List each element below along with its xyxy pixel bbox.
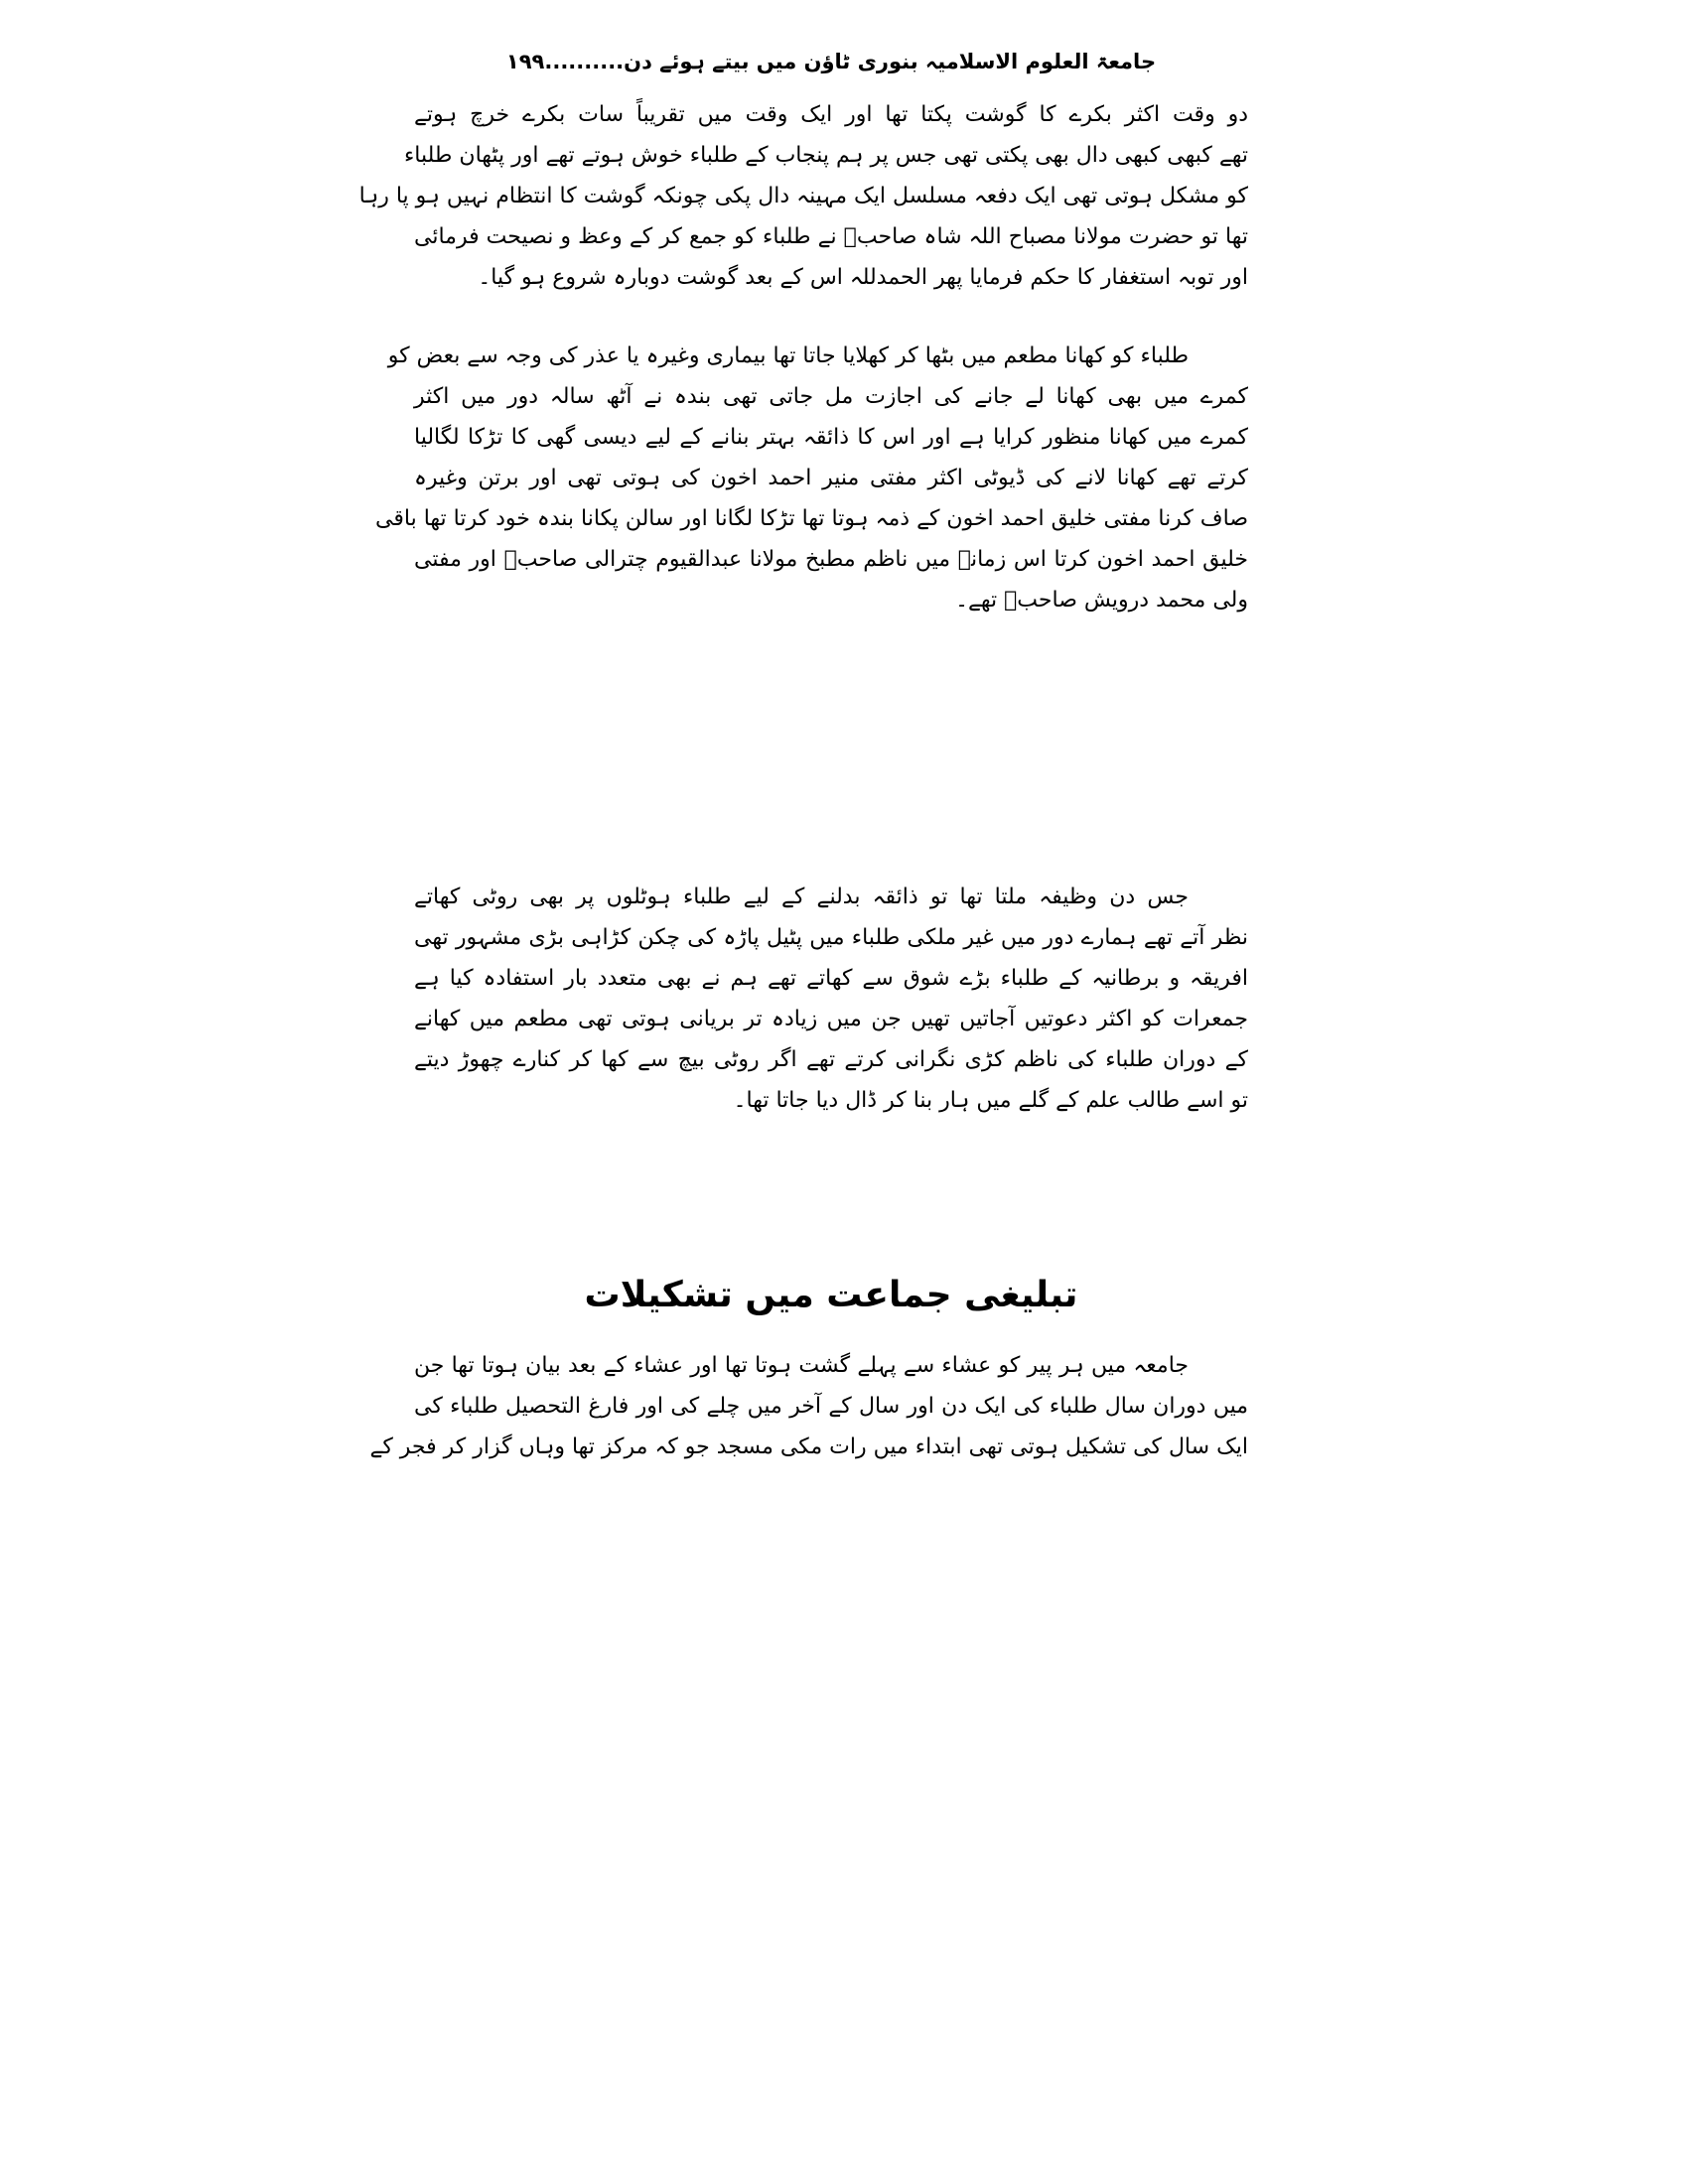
text-line: کو مشکل ہوتی تھی ایک دفعہ مسلسل ایک مہینہ دال پکی چونکہ گوشت کا انتظام نہیں ہو پا رہا (358, 184, 1248, 208)
text-line: ولی محمد درویش صاحبؒ تھے۔ (955, 588, 1248, 613)
text-line: میں دوران سال طلباء کی ایک دن اور سال کے آخر میں چلے کی اور فارغ التحصیل طلباء کی (414, 1394, 1248, 1419)
running-title: جامعۃ العلوم الاسلامیہ بنوری ٹاؤن میں بیتے ہوئے دن (624, 50, 1157, 73)
text-line: جامعہ میں ہر پیر کو عشاء سے پہلے گشت ہوتا تھا اور عشاء کے بعد بیان ہوتا تھا جن (414, 1353, 1189, 1378)
text-line: تھے کبھی کبھی دال بھی پکتی تھی جس پر ہم پنجاب کے طلباء خوش ہوتے تھے اور پٹھان طلباء (403, 143, 1248, 168)
text-line: دو وقت اکثر بکرے کا گوشت پکتا تھا اور ایک وقت میں تقریباً سات بکرے خرچ ہوتے (414, 102, 1248, 127)
page-number: ۱۹۹ (505, 50, 545, 73)
text-line: کمرے میں بھی کھانا لے جانے کی اجازت مل جاتی تھی بندہ نے آٹھ سالہ دور میں اکثر (414, 384, 1248, 409)
text-line: کمرے میں کھانا منظور کرایا ہے اور اس کا ذائقہ بہتر بنانے کے لیے دیسی گھی کا تڑکا لگالیا (414, 425, 1248, 450)
header-dots: .......... (544, 50, 625, 73)
text-line: نظر آتے تھے ہمارے دور میں غیر ملکی طلباء میں پٹیل پاڑہ کی چکن کڑاہی بڑی مشہور تھی (414, 925, 1248, 950)
text-line: تھا تو حضرت مولانا مصباح اللہ شاہ صاحبؒ نے طلباء کو جمع کر کے وعظ و نصیحت فرمائی (414, 224, 1248, 249)
text-line: صاف کرنا مفتی خلیق احمد اخون کے ذمہ ہوتا تھا تڑکا لگانا اور سالن پکانا بندہ خود کرتا تھا باقی (375, 506, 1248, 531)
text-line: جس دن وظیفہ ملتا تھا تو ذائقہ بدلنے کے لیے طلباء ہوٹلوں پر بھی روٹی کھاتے (414, 885, 1189, 909)
text-line: خلیق احمد اخون کرتا اس زمانے میں ناظم مطبخ مولانا عبدالقیوم چترالی صاحبؒ اور مفتی (414, 547, 1248, 572)
running-header (414, 50, 1248, 73)
section-heading: تبلیغی جماعت میں تشکیلات (584, 1275, 1078, 1315)
paragraph-2 (375, 336, 1248, 620)
text-line: تو اسے طالب علم کے گلے میں ہار بنا کر ڈال دیا جاتا تھا۔ (733, 1088, 1248, 1113)
text-line: کرتے تھے کھانا لانے کی ڈیوٹی اکثر مفتی منیر احمد اخون کی ہوتی تھی اور برتن وغیرہ (414, 466, 1248, 490)
text-line: ایک سال کی تشکیل ہوتی تھی ابتداء میں رات مکی مسجد جو کہ مرکز تھا وہاں گزار کر فجر کے (369, 1434, 1248, 1459)
text-line: افریقہ و برطانیہ کے طلباء بڑے شوق سے کھاتے تھے ہم نے بھی متعدد بار استفادہ کیا ہے (414, 966, 1248, 991)
text-line: کے دوران طلباء کی ناظم کڑی نگرانی کرتے تھے اگر روٹی بیچ سے کھا کر کنارے چھوڑ دیتے (414, 1047, 1248, 1072)
paragraph-1 (358, 94, 1248, 298)
text-line: اور توبہ استغفار کا حکم فرمایا پھر الحمدللہ اس کے بعد گوشت دوبارہ شروع ہو گیا۔ (478, 265, 1248, 290)
text-line: جمعرات کو اکثر دعوتیں آجاتیں تھیں جن میں زیادہ تر بریانی ہوتی تھی مطعم میں کھانے (414, 1007, 1248, 1031)
paragraph-3 (414, 877, 1248, 1121)
paragraph-4 (369, 1345, 1248, 1467)
text-line: طلباء کو کھانا مطعم میں بٹھا کر کھلایا جاتا تھا بیماری وغیرہ یا عذر کی وجہ سے بعض کو (387, 343, 1189, 368)
